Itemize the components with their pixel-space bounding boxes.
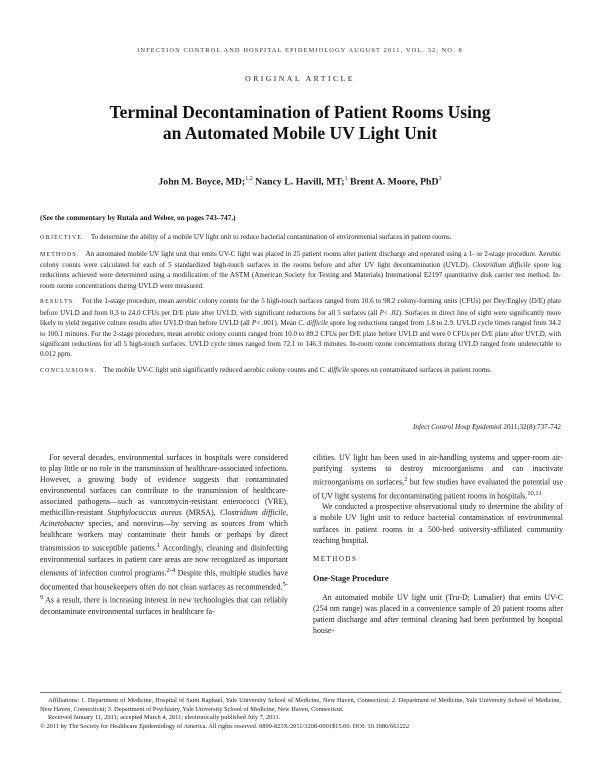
body-column-right: [313, 452, 563, 636]
abstract-results: [40, 296, 561, 359]
author-affiliation-sup: 1,2: [245, 176, 253, 182]
affiliations-note: Affiliations: 1. Department of Medicine, Hospital of Saint Raphael, Yale University School of Medicine, New Haven, Connecticut; 2. Department of Medicine, Yale University School of Medicine, New Haven, Connecticut; 3. Department of Psychiatry, Yale University School of Medicine, New Haven, Connecticut.: [40, 697, 561, 713]
objective-label: OBJECTIVE.: [40, 235, 85, 241]
conclusions-text: spores on contaminated surfaces in patient rooms.: [351, 366, 492, 375]
section-label: ORIGINAL ARTICLE: [245, 74, 355, 83]
abstract: [40, 232, 561, 382]
body-column-left: [40, 452, 288, 617]
body-text: but few studies have evaluated the potential use of UV light systems for decontaminating patient rooms in hospitals.: [313, 477, 563, 501]
conclusions-organism: C. difficile: [319, 366, 350, 375]
methods-heading: METHODS: [313, 554, 358, 563]
reference-sup: 2: [404, 476, 408, 484]
abstract-conclusions: [40, 365, 561, 376]
author-name: Nancy L. Havill, MT;: [255, 176, 345, 188]
copyright-note: © 2011 by The Society for Healthcare Epidemiology of America. All rights reserved. 0899-823X/2011/3208-0001$15.00. DOI: 10.1086/661222: [40, 723, 410, 731]
body-text: Accordingly, cleaning and disinfecting environmental surfaces in patient care areas are now recognized as important elements of infection control programs.: [40, 544, 288, 578]
author-name: Brent A. Moore, PhD: [349, 176, 439, 188]
journal-name: Infect Control Hosp Epidemiol: [412, 423, 502, 431]
results-text: < .02). Surfaces in direct line of sight were significantly more likely to yield negative culture results after UVLD than before UVLD (all: [40, 308, 561, 328]
results-text: For the 1-stage procedure, mean aerobic colony counts for the 5 high-touch surfaces ranged from 10.6 to 98.2 colony-forming units (CFUs) per Dey/Engley (D/E) plate before UVLD and from 0.3 to 24.0 CFUs per D/E plate after UVLD, with significant reductions for all 5 surfaces (all: [40, 297, 561, 317]
p-value-symbol: P: [379, 308, 384, 317]
reference-sup: 2-4: [166, 567, 176, 575]
abstract-objective: [40, 232, 561, 243]
body-paragraph: We conducted a prospective observational study to determine the ability of a mobile UV light unit to reduce bacterial contamination of environmental surfaces in patient rooms in a 500-bed university-affiliated community teaching hospital.: [313, 502, 563, 545]
body-text: As a result, there is increasing interest in new technologies that can reliably decontaminate environmental surfaces in healthcare fa-: [40, 596, 288, 617]
title-line-2: an Automated Mobile UV Light Unit: [162, 123, 438, 143]
body-text: species, and norovirus—by serving as sources from which healthcare workers may contaminate their hands or perhaps by direct transmission to susceptible patients.: [40, 519, 288, 553]
reference-sup: 10,11: [527, 489, 542, 497]
author-affiliation-sup: 1: [344, 176, 348, 182]
commentary-note: (See the commentary by Rutala and Weber, on pages 743–747.): [40, 213, 236, 222]
running-head: INFECTION CONTROL AND HOSPITAL EPIDEMIOLOGY AUGUST 2011, VOL. 32, NO. 8: [137, 47, 463, 54]
body-text: cilities. UV light has been used in air-handling systems and upper-room air-purifying systems to destroy microorganisms and can inactivate microorganisms on surfaces,: [313, 453, 563, 487]
citation-line: [40, 423, 561, 431]
methods-text: spore log reductions achieved were determined using a modification of the ASTM (American Society for Testing and Materials) International E2197 quantitative disk carrier test method. In-room ozone concentrations during UVLD were measured.: [40, 261, 562, 290]
organism-name: Clostridium difficile, Acinetobacter: [40, 508, 289, 529]
objective-text: To determine the ability of a mobile UV light unit to reduce bacterial contamination of environmental surfaces in patient rooms.: [90, 233, 452, 241]
footnotes: [40, 697, 561, 732]
results-text: spore log reductions ranged from 1.8 to 2.9. UVLD cycle times ranged from 34.2 to 100.1 minutes. For the 2-stage procedure, mean aerobic colony counts ranged from 10.0 to 89.2 CFUs per D/E plate before UVLD and were 0 CFUs per D/E plate after UVLD, with significant reductions for all 5 high-touch surfaces. UVLD cycle times ranged from 72.1 to 146.3 minutes. In-room ozone concentrations during UVLD ranged from undetectable to 0.012 ppm.: [40, 319, 562, 359]
conclusions-text: The mobile UV-C light unit significantly reduced aerobic colony counts and: [103, 366, 318, 375]
author-list: [40, 176, 560, 187]
body-text: For several decades, environmental surfaces in hospitals were considered to play little or no role in the transmission of healthcare-associated infections. However, a growing body of evidence suggests that contaminated environmental surfaces can contribute to the transmission of healthcare-associated pathogens—such as vancomycin-resistant enterococci (VRE), methicillin-resistant: [40, 453, 288, 518]
body-text: (MRSA),: [186, 508, 216, 518]
citation-reference: 2011;32(8):737-742: [503, 423, 561, 431]
reference-sup: 5-9: [40, 580, 288, 602]
conclusions-label: CONCLUSIONS.: [40, 368, 98, 375]
body-text: Despite this, multiple studies have documented that housekeepers often do not clean surfaces as recommended.: [40, 568, 288, 592]
results-text: < .001). Mean: [256, 319, 297, 328]
results-organism: C. difficile: [298, 319, 329, 328]
footnote-divider: [40, 692, 561, 693]
article-title: [60, 102, 540, 144]
methods-label: METHODS.: [40, 251, 80, 258]
one-stage-subheading: One-Stage Procedure: [313, 573, 389, 583]
methods-text: An automated mobile UV light unit that emits UV-C light was placed in 25 patient rooms after patient discharge and operated using a 1- or 2-stage procedure. Aerobic colony counts were calculated for each of 5 standardized high-touch surfaces in the rooms before and after UV light decontamination (UVLD).: [40, 249, 561, 269]
p-value-symbol: P: [251, 319, 257, 328]
body-paragraph: An automated mobile UV light unit (Tru-D; Lumalier) that emits UV-C (254 nm range) was placed in a convenience sample of 20 patient rooms after patient discharge and after terminal cleaning had been performed by hospital house-: [313, 592, 563, 635]
author-name: John M. Boyce, MD;: [158, 176, 246, 188]
methods-organism: Clostridium difficile: [472, 261, 531, 269]
received-note: Received January 11, 2011; accepted March 4, 2011; electronically published July 7, 2011.: [48, 714, 281, 722]
title-line-1: Terminal Decontamination of Patient Rooms Using: [109, 102, 491, 122]
results-label: RESULTS.: [40, 299, 77, 306]
abstract-methods: [40, 249, 561, 292]
body-paragraph: [40, 452, 288, 617]
author-affiliation-sup: 3: [438, 176, 442, 182]
organism-name: Staphylococcus aureus: [107, 508, 182, 518]
body-paragraph: [313, 452, 563, 501]
reference-sup: 1: [156, 542, 161, 550]
